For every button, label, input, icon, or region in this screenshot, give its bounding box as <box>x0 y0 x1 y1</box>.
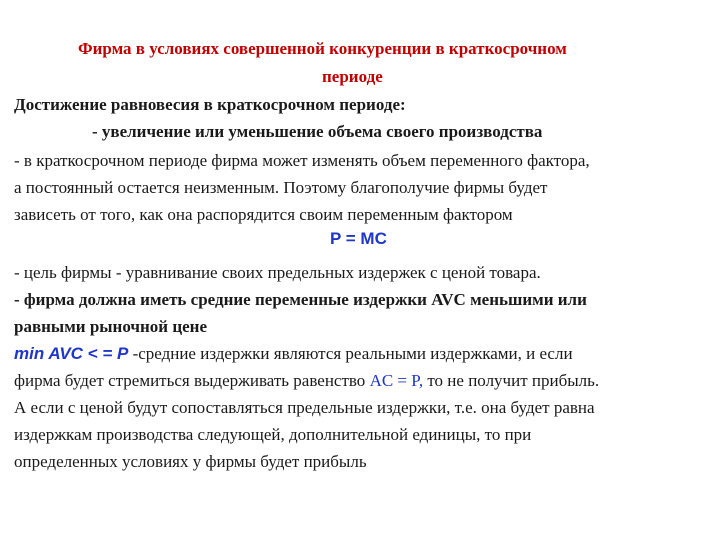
formula-min-avc: min AVC < = P <box>14 344 129 363</box>
item-output-change: - увеличение или уменьшение объема своего производства <box>92 122 543 141</box>
item-min-avc-line-5: определенных условиях у фирмы будет прибыль <box>14 452 367 471</box>
item-min-avc-line-3: А если с ценой будут сопоставляться предельные издержки, т.е. она будет равна <box>14 398 595 417</box>
ac-equals-p-prefix: фирма будет стремиться выдерживать равенство <box>14 371 370 390</box>
item-variable-factor-line-2: а постоянный остается неизменным. Поэтому благополучие фирмы будет <box>14 178 548 197</box>
item-firm-goal: - цель фирмы - уравнивание своих предельных издержек с ценой товара. <box>14 263 541 282</box>
min-avc-text: -средние издержки являются реальными издержками, и если <box>128 344 573 363</box>
title-line-2: периоде <box>322 67 383 86</box>
item-variable-factor-line-1: - в краткосрочном периоде фирма может изменять объем переменного фактора, <box>14 151 590 170</box>
title-line-1: Фирма в условиях совершенной конкуренции в краткосрочном <box>78 39 567 58</box>
formula-ac-equals-p: AC = P, <box>369 371 424 390</box>
section-heading: Достижение равновесия в краткосрочном периоде: <box>14 95 406 114</box>
item-min-avc-line-2 <box>14 370 599 392</box>
formula-p-equals-mc: P = MC <box>330 229 387 248</box>
item-avc-line-2: равными рыночной цене <box>14 317 208 336</box>
ac-equals-p-suffix: то не получит прибыль. <box>423 371 600 390</box>
item-min-avc-line-4: издержкам производства следующей, дополнительной единицы, то при <box>14 425 532 444</box>
item-variable-factor-line-3: зависеть от того, как она распорядится своим переменным фактором <box>14 205 513 224</box>
item-min-avc-line-1 <box>14 343 573 365</box>
item-avc-line-1: - фирма должна иметь средние переменные издержки AVC меньшими или <box>14 290 587 309</box>
